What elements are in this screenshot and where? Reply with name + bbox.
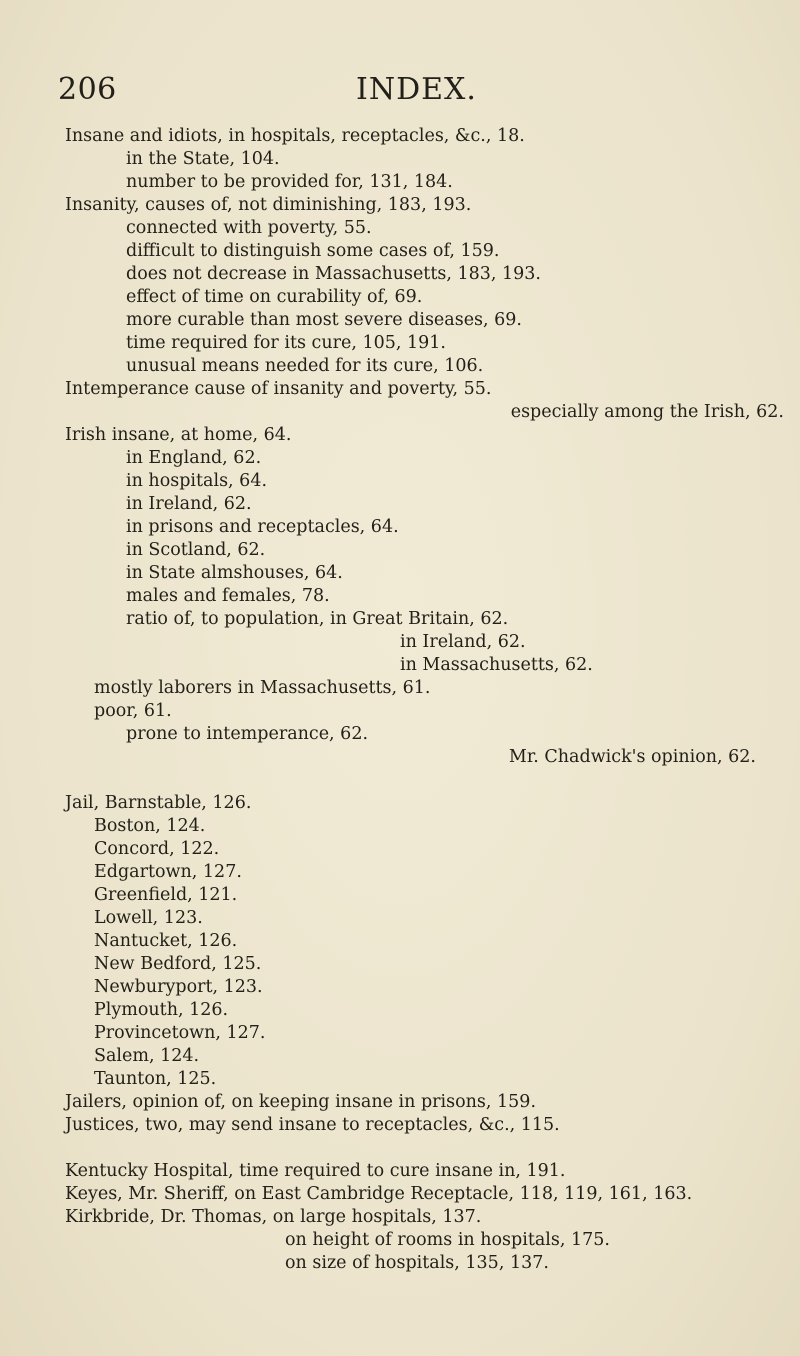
index-subentry: Provincetown, 127. (94, 1023, 266, 1043)
index-entry: Kirkbride, Dr. Thomas, on large hospitals, 137. (65, 1207, 482, 1227)
index-subentry: in State almshouses, 64. (126, 563, 343, 583)
index-subentry: difficult to distinguish some cases of, 159. (126, 241, 500, 261)
index-entry: Insanity, causes of, not diminishing, 183, 193. (65, 195, 472, 215)
page-number: 206 (58, 72, 117, 107)
index-entry: Kentucky Hospital, time required to cure insane in, 191. (65, 1161, 566, 1181)
index-entry: Keyes, Mr. Sheriff, on East Cambridge Receptacle, 118, 119, 161, 163. (65, 1184, 693, 1204)
index-entry: Jail, Barnstable, 126. (65, 793, 252, 813)
index-subentry: poor, 61. (94, 701, 172, 721)
index-subentry: Nantucket, 126. (94, 931, 238, 951)
index-subentry: number to be provided for, 131, 184. (126, 172, 453, 192)
index-subentry: Concord, 122. (94, 839, 220, 859)
index-subentry: in prisons and receptacles, 64. (126, 517, 399, 537)
index-subentry: prone to intemperance, 62. (126, 724, 369, 744)
index-subentry: especially among the Irish, 62. (510, 402, 784, 422)
index-subentry: in the State, 104. (126, 149, 280, 169)
index-subentry: in Scotland, 62. (126, 540, 266, 560)
index-subentry: Boston, 124. (94, 816, 206, 836)
index-subentry: effect of time on curability of, 69. (126, 287, 423, 307)
page-header (0, 72, 800, 112)
index-entry: Jailers, opinion of, on keeping insane in prisons, 159. (65, 1092, 537, 1112)
index-subentry: Plymouth, 126. (94, 1000, 229, 1020)
index-subentry: Greenfield, 121. (94, 885, 238, 905)
index-subentry: time required for its cure, 105, 191. (126, 333, 446, 353)
index-subentry: Salem, 124. (94, 1046, 200, 1066)
index-subentry: on size of hospitals, 135, 137. (285, 1253, 549, 1273)
index-entry: Intemperance cause of insanity and poverty, 55. (65, 379, 492, 399)
index-subentry: Mr. Chadwick's opinion, 62. (508, 747, 756, 767)
index-subentry: in Massachusetts, 62. (400, 655, 593, 675)
index-subentry: in England, 62. (126, 448, 262, 468)
index-subentry: ratio of, to population, in Great Britain, 62. (126, 609, 509, 629)
index-subentry: males and females, 78. (126, 586, 330, 606)
index-subentry: more curable than most severe diseases, 69. (126, 310, 522, 330)
index-subentry: Edgartown, 127. (94, 862, 242, 882)
index-subentry: Newburyport, 123. (94, 977, 263, 997)
index-subentry: Taunton, 125. (94, 1069, 217, 1089)
index-subentry: connected with poverty, 55. (126, 218, 372, 238)
index-subentry: does not decrease in Massachusetts, 183, 193. (126, 264, 541, 284)
index-entry: Irish insane, at home, 64. (65, 425, 292, 445)
index-subentry: mostly laborers in Massachusetts, 61. (94, 678, 431, 698)
running-head: INDEX. (356, 72, 477, 107)
index-subentry: unusual means needed for its cure, 106. (126, 356, 484, 376)
index-subentry: New Bedford, 125. (94, 954, 262, 974)
index-entry: Justices, two, may send insane to receptacles, &c., 115. (65, 1115, 560, 1135)
index-subentry: Lowell, 123. (94, 908, 203, 928)
index-subentry: in Ireland, 62. (126, 494, 252, 514)
index-entry: Insane and idiots, in hospitals, receptacles, &c., 18. (65, 126, 525, 146)
index-subentry: in Ireland, 62. (400, 632, 526, 652)
index-subentry: in hospitals, 64. (126, 471, 268, 491)
index-subentry: on height of rooms in hospitals, 175. (285, 1230, 610, 1250)
